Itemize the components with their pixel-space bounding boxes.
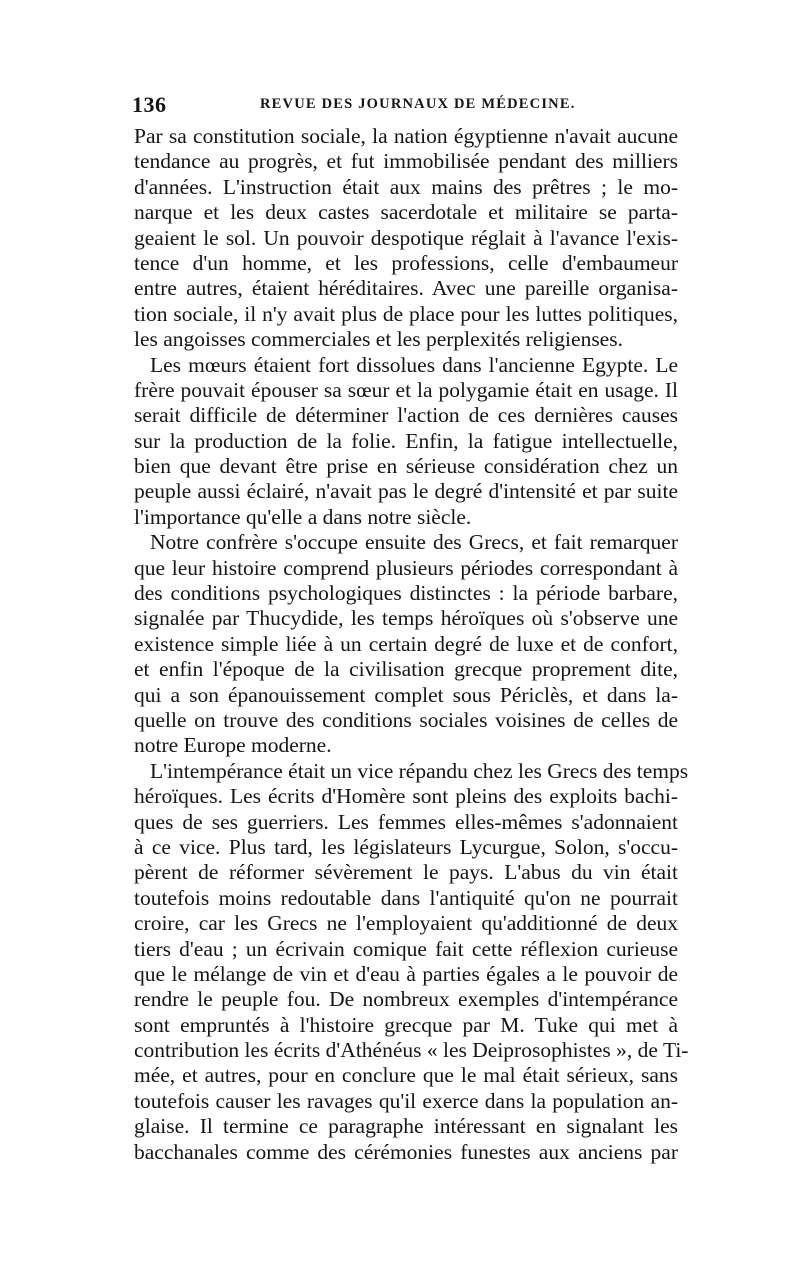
text-line: pèrent de réformer sévèrement le pays. L'abus du vin était [134, 860, 678, 885]
text-line: Notre confrère s'occupe ensuite des Grecs, et fait remarquer [150, 530, 678, 555]
text-line: tion sociale, il n'y avait plus de place pour les luttes politiques, [134, 301, 678, 326]
text-line: peuple aussi éclairé, n'avait pas le degré d'intensité et par suite [134, 479, 678, 504]
text-line: frère pouvait épouser sa sœur et la polygamie était en usage. Il [134, 377, 678, 402]
text-line: mée, et autres, pour en conclure que le mal était sérieux, sans [134, 1063, 678, 1088]
text-line: tiers d'eau ; un écrivain comique fait cette réflexion curieuse [134, 936, 678, 961]
text-line: tence d'un homme, et les professions, celle d'embaumeur [134, 250, 678, 275]
text-line: rendre le peuple fou. De nombreux exemples d'intempérance [134, 987, 678, 1012]
text-line: serait difficile de déterminer l'action de ces dernières causes [134, 403, 678, 428]
journal-title: REVUE DES JOURNAUX DE MÉDECINE. [260, 96, 576, 112]
text-line: Par sa constitution sociale, la nation égyptienne n'avait aucune [134, 124, 678, 148]
text-line: des conditions psychologiques distinctes : la période barbare, [134, 581, 678, 606]
text-line: à ce vice. Plus tard, les législateurs Lycurgue, Solon, s'occu- [134, 834, 678, 859]
text-line: geaient le sol. Un pouvoir despotique réglait à l'avance l'exis- [134, 225, 678, 250]
text-line: sur la production de la folie. Enfin, la fatigue intellectuelle, [134, 428, 678, 453]
text-line: toutefois moins redoutable dans l'antiquité qu'on ne pourrait [134, 885, 678, 910]
text-line: narque et les deux castes sacerdotale et militaire se parta- [134, 200, 678, 225]
text-line: l'importance qu'elle a dans notre siècle. [134, 504, 472, 529]
text-line: ques de ses guerriers. Les femmes elles-mêmes s'adonnaient [134, 809, 678, 834]
text-line: quelle on trouve des conditions sociales voisines de celles de [134, 707, 678, 732]
body-text [134, 124, 689, 1165]
text-line: sont empruntés à l'histoire grecque par M. Tuke qui met à [134, 1012, 678, 1037]
text-line: L'intempérance était un vice répandu chez les Grecs des temps [150, 758, 689, 783]
text-line: signalée par Thucydide, les temps héroïques où s'observe une [134, 606, 678, 631]
text-line: notre Europe moderne. [134, 733, 332, 758]
text-line: existence simple liée à un certain degré de luxe et de confort, [134, 631, 678, 656]
text-line: entre autres, étaient héréditaires. Avec une pareille organisa- [134, 276, 678, 301]
text-line: tendance au progrès, et fut immobilisée pendant des milliers [134, 149, 678, 174]
text-line: qui a son épanouissement complet sous Périclès, et dans la- [134, 682, 678, 707]
text-line: toutefois causer les ravages qu'il exerce dans la population an- [134, 1088, 678, 1113]
text-line: contribution les écrits d'Athénéus « les Deiprosophistes », de Ti- [134, 1038, 689, 1063]
text-line: glaise. Il termine ce paragraphe intéressant en signalant les [134, 1114, 678, 1139]
text-line: héroïques. Les écrits d'Homère sont pleins des exploits bachi- [134, 784, 678, 809]
text-line: bien que devant être prise en sérieuse considération chez un [134, 454, 678, 479]
text-line: Les mœurs étaient fort dissolues dans l'ancienne Egypte. Le [150, 352, 678, 377]
text-line: croire, car les Grecs ne l'employaient qu'additionné de deux [134, 911, 678, 936]
text-line: que le mélange de vin et d'eau à parties égales a le pouvoir de [134, 961, 678, 986]
running-head [132, 92, 680, 120]
text-line: bacchanales comme des cérémonies funestes aux anciens par [134, 1139, 678, 1164]
text-line: les angoisses commerciales et les perplexités religienses. [134, 327, 623, 352]
text-line: et enfin l'époque de la civilisation grecque proprement dite, [134, 657, 678, 682]
page-number: 136 [132, 92, 167, 117]
text-line: que leur histoire comprend plusieurs périodes correspondant à [134, 555, 678, 580]
text-line: d'années. L'instruction était aux mains des prêtres ; le mo- [134, 174, 678, 199]
